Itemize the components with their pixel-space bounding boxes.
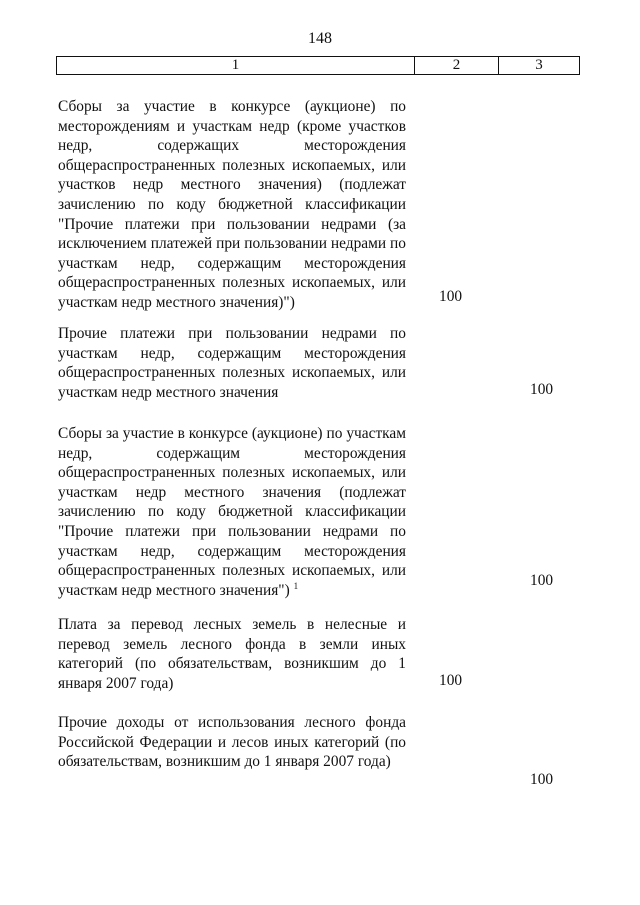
row-value-col2: 100	[439, 288, 463, 305]
row-value-col3: 100	[530, 381, 554, 398]
page-number: 148	[308, 30, 332, 47]
row-description: Плата за перевод лесных земель в нелесные и перевод земель лесного фонда в земли иных категорий (по обязательствам, возникшим до 1 января 2007 года)	[58, 616, 406, 692]
row-description: Прочие платежи при пользовании недрами по участкам недр, содержащим месторождения общераспространенных полезных ископаемых, или участкам недр местного значения	[58, 325, 406, 401]
row-value-col3: 100	[530, 572, 554, 589]
row-value-col2: 100	[439, 672, 463, 689]
column-header-3: 3	[535, 57, 543, 73]
row-description: Сборы за участие в конкурсе (аукционе) по месторождениям и участкам недр (кроме участков недр, содержащих месторождения общераспространенных полезных ископаемых, или участков недр местного значения) (подлежат зачислению по коду бюджетной классификации "Прочие платежи при пользовании недрами (за исключением платежей при пользовании недрами по участкам недр, содержащим месторождения общераспространенных полезных ископаемых, или участкам недр местного значения)")	[58, 98, 406, 311]
column-header-2: 2	[415, 57, 499, 74]
footnote-marker: 1	[293, 580, 299, 591]
row-value-col3: 100	[530, 771, 554, 788]
column-header-table	[56, 56, 580, 75]
row-description: Сборы за участие в конкурсе (аукционе) по участкам недр, содержащим месторождения общераспространенных полезных ископаемых, или участкам недр местного значения (подлежат зачислению по коду бюджетной классификации "Прочие платежи при пользовании недрами по участкам недр, содержащим месторождения общераспространенных полезных ископаемых, или участкам недр местного значения") $^1$	[58, 425, 406, 599]
column-header-1: 1	[57, 57, 415, 74]
row-description: Прочие доходы от использования лесного фонда Российской Федерации и лесов иных категорий (по обязательствам, возникшим до 1 января 2007 года)	[58, 714, 406, 771]
